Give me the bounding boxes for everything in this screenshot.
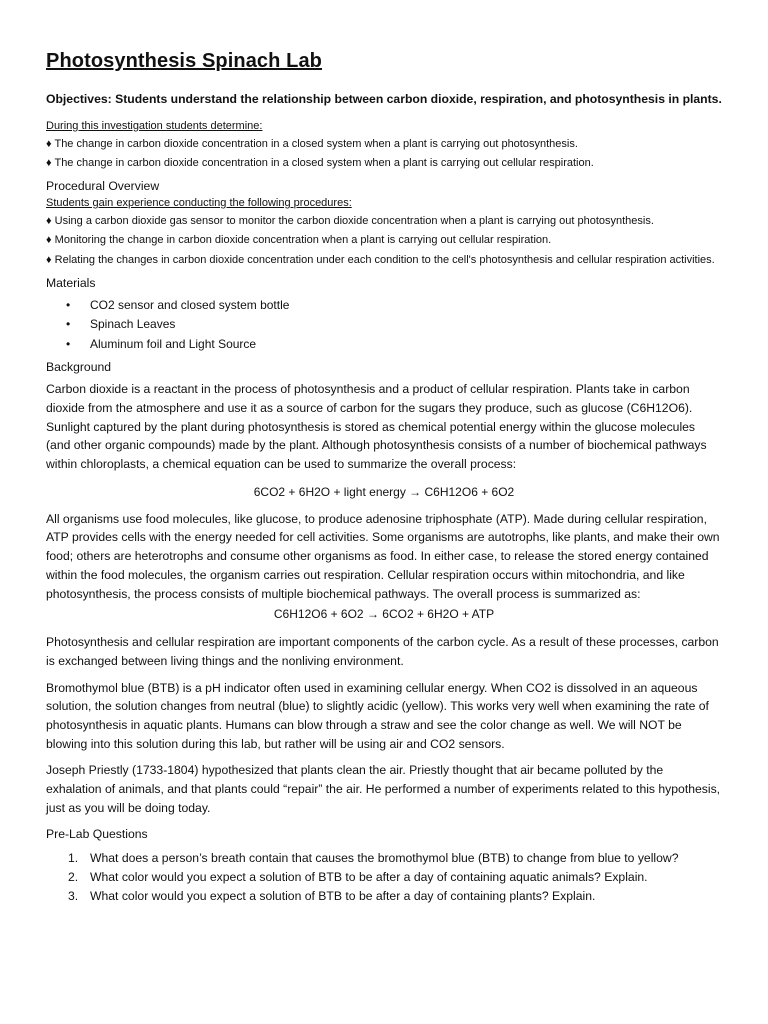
material-label: Aluminum foil and Light Source <box>90 336 257 351</box>
question-text: What color would you expect a solution of BTB to be after a day of containing aquatic animals? Explain. <box>90 869 648 884</box>
background-paragraph: Bromothymol blue (BTB) is a pH indicator often used in examining cellular energy. When CO2 is dissolved in an aqueous solution, the solution changes from neutral (blue) to slightly acidic (yellow). This works very well when examining the rate of photosynthesis in aquatic plants. Humans can blow through a straw and see the color change as well. We will NOT be blowing into this solution during this lab, but rather will be using air and CO2 sensors. <box>46 680 709 751</box>
list-item: • CO2 sensor and closed system bottle <box>66 297 290 312</box>
background-heading: Background <box>46 360 112 375</box>
determine-item: ♦ The change in carbon dioxide concentration in a closed system when a plant is carrying out cellular respiration. <box>46 156 594 169</box>
list-item: • Aluminum foil and Light Source <box>66 336 257 351</box>
question-number: 2. <box>68 869 79 884</box>
materials-list <box>46 296 722 355</box>
objectives <box>46 90 722 109</box>
question-text: What color would you expect a solution of BTB to be after a day of containing plants? Explain. <box>90 888 596 903</box>
question-text: What does a person’s breath contain that causes the bromothymol blue (BTB) to change from blue to yellow? <box>90 850 679 865</box>
determine-heading: During this investigation students determine: <box>46 119 263 132</box>
procedural-heading: Procedural Overview <box>46 178 160 193</box>
prelab-heading: Pre-Lab Questions <box>46 826 148 841</box>
procedural-item: ♦ Relating the changes in carbon dioxide concentration under each condition to the cell's photosynthesis and cellular respiration activities. <box>46 253 715 266</box>
respiration-equation: C6H12O6 + 6O2 → 6CO2 + 6H2O + ATP <box>273 607 495 622</box>
list-item <box>46 868 722 887</box>
photosynthesis-equation: 6CO2 + 6H2O + light energy → C6H12O6 + 6O2 <box>253 484 515 499</box>
determine-item: ♦ The change in carbon dioxide concentration in a closed system when a plant is carrying out photosynthesis. <box>46 137 578 150</box>
background-paragraph: Joseph Priestly (1733-1804) hypothesized that plants clean the air. Priestly thought that air became polluted by the exhalation of animals, and that plants could “repair” the air. He performed a number of experiments related to this hypothesis, just as you will be doing today. <box>46 763 721 815</box>
objectives-label: Objectives: <box>46 92 112 106</box>
background-paragraph: Photosynthesis and cellular respiration are important components of the carbon cycle. As a result of these processes, carbon is exchanged between living things and the nonliving environment. <box>46 635 719 668</box>
prelab-question-list <box>46 849 722 906</box>
background-paragraph: Carbon dioxide is a reactant in the process of photosynthesis and a product of cellular respiration. Plants take in carbon dioxide from the atmosphere and use it as a source of carbon for the sugars they produce, such as glucose (C6H12O6). Sunlight captured by the plant during photosynthesis is stored as chemical potential energy within the glucose molecules (and other organic compounds) made by the plant. Although photosynthesis consists of a number of biochemical pathways within chloroplasts, a chemical equation can be used to summarize the overall process: <box>46 382 707 472</box>
list-item <box>46 887 722 906</box>
procedural-subheading: Students gain experience conducting the following procedures: <box>46 196 352 209</box>
procedural-item: ♦ Monitoring the change in carbon dioxide concentration when a plant is carrying out cellular respiration. <box>46 233 552 246</box>
page-title: Photosynthesis Spinach Lab <box>46 50 322 72</box>
question-number: 3. <box>68 888 79 903</box>
material-label: CO2 sensor and closed system bottle <box>90 297 290 312</box>
procedural-item: ♦ Using a carbon dioxide gas sensor to monitor the carbon dioxide concentration when a plant is carrying out photosynthesis. <box>46 214 654 227</box>
list-item <box>46 849 722 868</box>
materials-heading: Materials <box>46 275 96 290</box>
question-number: 1. <box>68 850 79 865</box>
list-item: • Spinach Leaves <box>66 317 176 332</box>
objectives-text: Students understand the relationship between carbon dioxide, respiration, and photosynthesis in plants. <box>111 92 722 106</box>
background-paragraph: All organisms use food molecules, like glucose, to produce adenosine triphosphate (ATP). Made during cellular respiration, ATP provides cells with the energy needed for cell activities. Some organisms are autotrophs, like plants, and make their own food; others are heterotrophs and consume other organisms as food. In either case, to release the stored energy contained within the food molecules, the organism carries out respiration. Cellular respiration occurs within mitochondria, and like photosynthesis, the process consists of multiple biochemical pathways. The overall process is summarized as: <box>46 511 720 601</box>
material-label: Spinach Leaves <box>90 317 176 332</box>
